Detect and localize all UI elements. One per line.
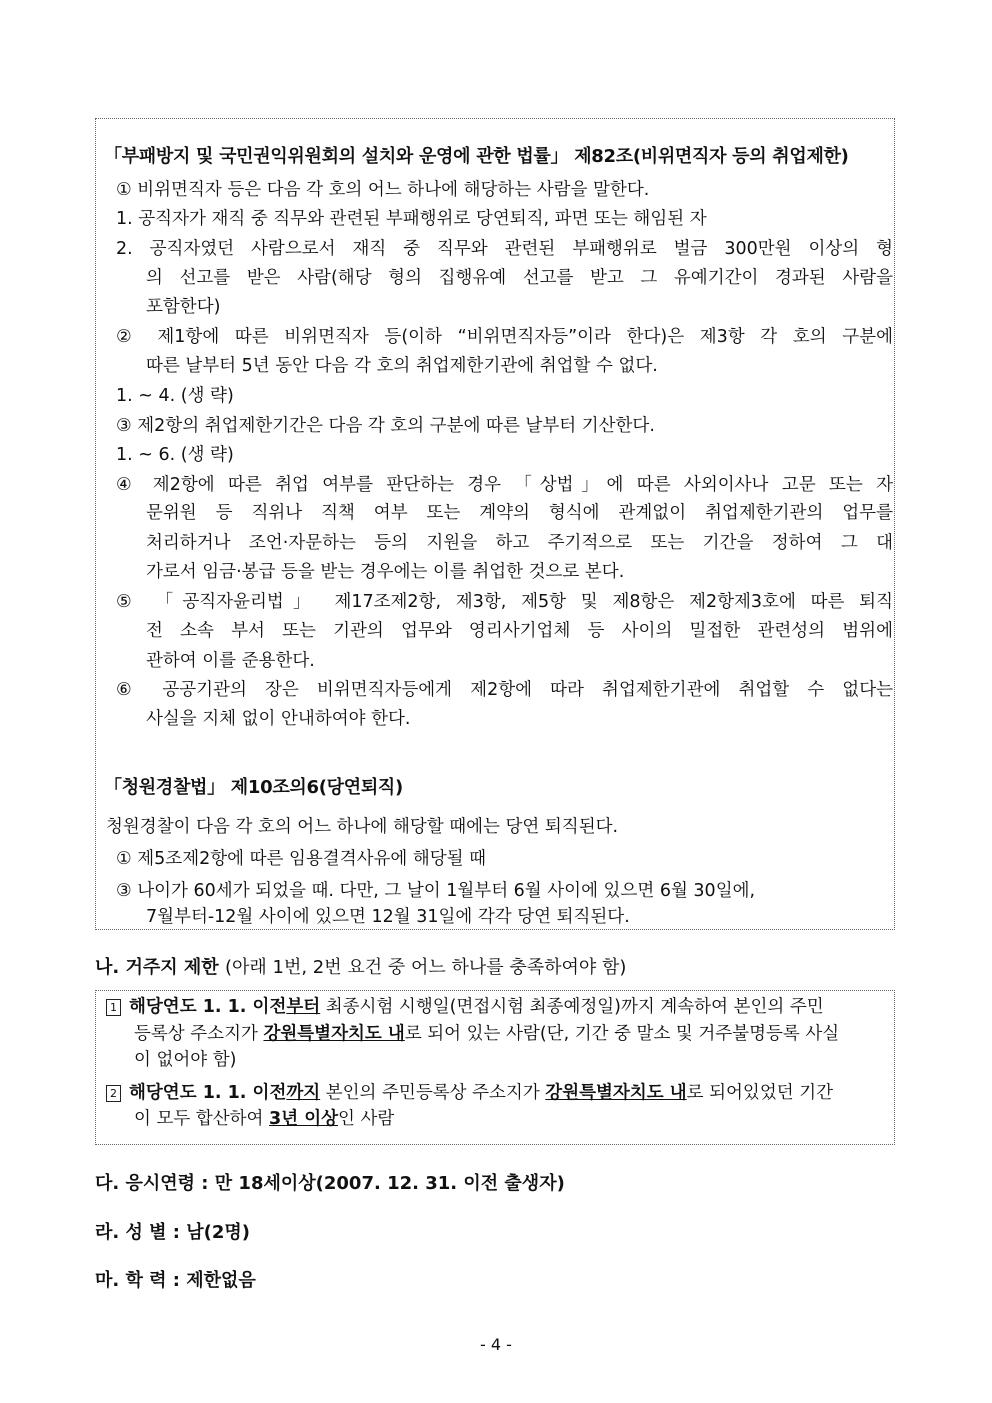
- law-clause-line: 1. ~ 6. (생 략): [116, 445, 234, 465]
- law-clause-line: ④ 제2항에 따른 취업 여부를 판단하는 경우 「상법」에 따른 사외이사나 고문 또는 자: [116, 475, 893, 495]
- residence-heading-label: 나. 거주지 제한: [95, 957, 219, 978]
- law-clause-line: ① 비위면직자 등은 다음 각 호의 어느 하나에 해당하는 사람을 말한다.: [116, 180, 650, 200]
- law-clause-line: 7월부터-12월 사이에 있으면 12월 31일에 각각 당연 퇴직된다.: [146, 907, 630, 927]
- law-clause-line: 처리하거나 조언·자문하는 등의 지원을 하고 주기적으로 또는 기간을 정하여 그 대: [146, 533, 893, 553]
- education-requirement: 마. 학 력 : 제한없음: [95, 1270, 256, 1291]
- residence-item-2-line2: 이 모두 합산하여 3년 이상인 사람: [134, 1109, 395, 1129]
- law-clause-line: 1. ~ 4. (생 략): [116, 386, 234, 406]
- gender-requirement: 라. 성 별 : 남(2명): [95, 1222, 251, 1243]
- law-clause-line: 관하여 이를 준용한다.: [146, 651, 315, 671]
- law-clause-line: ① 제5조제2항에 따른 임용결격사유에 해당될 때: [116, 849, 487, 869]
- law-clause-line: ⑤ 「공직자윤리법」 제17조제2항, 제3항, 제5항 및 제8항은 제2항제3호에 따른 퇴직: [116, 592, 893, 612]
- law-clause-line: 전 소속 부서 또는 기관의 업무와 영리사기업체 등 사이의 밀접한 관련성의 범위에: [146, 621, 893, 641]
- law-clause-line: 가로서 임금·봉급 등을 받는 경우에는 이를 취업한 것으로 본다.: [146, 562, 625, 582]
- law-clause-line: 사실을 지체 없이 안내하여야 한다.: [146, 709, 411, 729]
- residence-item-1-line1: 1 해당연도 1. 1. 이전부터 최종시험 시행일(면접시험 최종예정일)까지 계속하여 본인의 주민: [106, 996, 824, 1018]
- item-number-box-2: 2: [106, 1085, 121, 1102]
- law-clause-line: 따른 날부터 5년 동안 다음 각 호의 취업제한기관에 취업할 수 없다.: [146, 356, 658, 376]
- law-title-guard: 「청원경찰법」 제10조의6(당연퇴직): [104, 777, 403, 798]
- law-clause-line: ③ 나이가 60세가 되었을 때. 다만, 그 날이 1월부터 6월 사이에 있으면 6월 30일에,: [116, 881, 756, 901]
- law-clause-line: 청원경찰이 다음 각 호의 어느 하나에 해당할 때에는 당연 퇴직된다.: [106, 817, 619, 837]
- law-clause-line: 포함한다): [146, 297, 221, 317]
- residence-item-1-line2: 등록상 주소지가 강원특별자치도 내로 되어 있는 사람(단, 기간 중 말소 및 거주불명등록 사실: [134, 1024, 840, 1044]
- law-clause-line: 의 선고를 받은 사람(해당 형의 집행유예 선고를 받고 그 유예기간이 경과된 사람을: [146, 268, 893, 288]
- page-number: - 4 -: [480, 1335, 512, 1354]
- law-clause-line: 2. 공직자였던 사람으로서 재직 중 직무와 관련된 부패행위로 벌금 300만원 이상의 형: [116, 239, 893, 259]
- age-requirement: 다. 응시연령 : 만 18세이상(2007. 12. 31. 이전 출생자): [95, 1173, 565, 1194]
- residence-item-1-line3: 이 없어야 함): [134, 1050, 237, 1070]
- law-clause-line: ② 제1항에 따른 비위면직자 등(이하 “비위면직자등”이라 한다)은 제3항 각 호의 구분에: [116, 327, 893, 347]
- residence-item-2-line1: 2 해당연도 1. 1. 이전까지 본인의 주민등록상 주소지가 강원특별자치도 내로 되어있었던 기간: [106, 1082, 833, 1104]
- law-clause-line: 1. 공직자가 재직 중 직무와 관련된 부패행위로 당연퇴직, 파면 또는 해임된 자: [116, 209, 707, 229]
- law-title-anti-corruption: 「부패방지 및 국민권익위원회의 설치와 운영에 관한 법률」 제82조(비위면직자 등의 취업제한): [104, 146, 849, 167]
- residence-heading: [95, 953, 626, 979]
- residence-heading-note: (아래 1번, 2번 요건 중 어느 하나를 충족하여야 함): [224, 957, 627, 978]
- law-clause-line: 문위원 등 직위나 직책 여부 또는 계약의 형식에 관계없이 취업제한기관의 업무를: [146, 503, 893, 523]
- law-clause-line: ③ 제2항의 취업제한기간은 다음 각 호의 구분에 따른 날부터 기산한다.: [116, 416, 655, 436]
- law-clause-line: ⑥ 공공기관의 장은 비위면직자등에게 제2항에 따라 취업제한기관에 취업할 수 없다는: [116, 680, 893, 700]
- item-number-box-1: 1: [106, 999, 121, 1016]
